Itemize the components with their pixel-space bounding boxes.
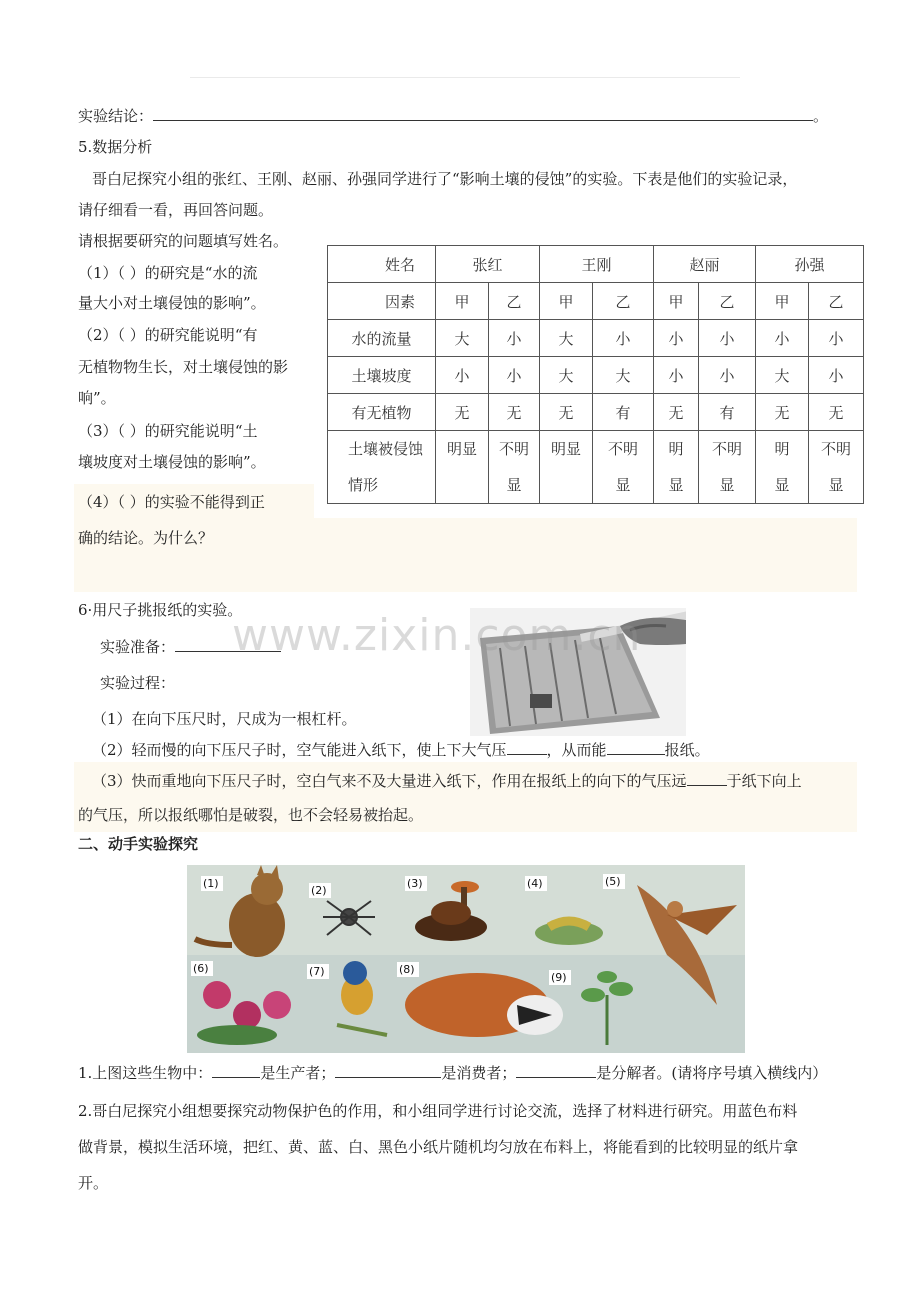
- header-rule: [190, 77, 740, 78]
- table-cell: [756, 431, 809, 504]
- table-cell: 大: [540, 357, 593, 394]
- table-cell: 无: [809, 394, 864, 431]
- table-cell: 小: [654, 357, 699, 394]
- table-cell: 无: [654, 394, 699, 431]
- group-cell: 乙: [593, 283, 654, 320]
- q5-sub1-line2: 量大小对土壤侵蚀的影响”。: [78, 294, 266, 312]
- cell-line: 不明: [821, 440, 852, 458]
- s2-q1: [78, 1061, 827, 1084]
- caterpillar-illustration: [535, 921, 603, 945]
- step2-text: （2）轻而慢的向下压尺子时，空气能进入纸下，使上下大气压: [92, 741, 507, 759]
- table-cell: [540, 431, 593, 504]
- step3-text: 于纸下向上: [726, 772, 802, 790]
- table-row: [328, 320, 864, 357]
- q5-sub2-line2: 无植物物生长，对土壤侵蚀的影: [78, 358, 289, 376]
- organism-number: (2): [311, 884, 327, 897]
- q5-sub3-line2: 壤坡度对土壤侵蚀的影响”。: [78, 453, 266, 471]
- table-cell: 大: [756, 357, 809, 394]
- q5-title: 5.数据分析: [78, 138, 153, 156]
- table-cell: 小: [756, 320, 809, 357]
- decomposer-blank[interactable]: [516, 1061, 596, 1078]
- cell-line: 明: [668, 440, 684, 458]
- organism-number: (3): [407, 877, 423, 890]
- q5-sub2-line3: 响”。: [78, 389, 116, 407]
- table-cell: 大: [540, 320, 593, 357]
- q1-text: 1.上图这些生物中：: [78, 1064, 213, 1082]
- cell-line: 明显: [446, 440, 477, 458]
- cell-line: 显: [506, 476, 522, 494]
- section2-title: 二、动手实验探究: [78, 835, 199, 853]
- organism-number: (1): [203, 877, 219, 890]
- cell-line: 显: [719, 476, 735, 494]
- cell-line: 明显: [551, 440, 582, 458]
- prep-label: 实验准备：: [100, 638, 176, 656]
- q5-sub1-line1: （1）（ ）的研究是“水的流: [78, 264, 258, 282]
- organism-number: (5): [605, 875, 621, 888]
- q6-step2: [92, 738, 710, 761]
- table-cell: 大: [593, 357, 654, 394]
- step2-text: 报纸。: [664, 741, 710, 759]
- q5-sub3-line1: （3）（ ）的研究能说明“土: [78, 422, 258, 440]
- name-cell: 赵丽: [654, 246, 756, 283]
- row-label: 有无植物: [328, 394, 436, 431]
- step2-blank-2[interactable]: [607, 738, 665, 755]
- organisms-image: [187, 865, 745, 1053]
- consumer-blank[interactable]: [335, 1061, 441, 1078]
- organism-number: (9): [551, 971, 567, 984]
- table-cell: 小: [489, 357, 540, 394]
- table-cell: [593, 431, 654, 504]
- row-label-line: 情形: [348, 476, 379, 494]
- producer-blank[interactable]: [212, 1061, 260, 1078]
- q5-intro-1: 哥白尼探究小组的张红、王刚、赵丽、孙强同学进行了“影响土壤的侵蚀”的实验。下表是他们的实验记录，: [92, 170, 798, 188]
- cell-line: 不明: [499, 440, 530, 458]
- step2-text: ，从而能: [546, 741, 607, 759]
- group-cell: 乙: [809, 283, 864, 320]
- table-cell: 小: [699, 320, 756, 357]
- row-label: 水的流量: [328, 320, 436, 357]
- factor-header: 因素: [328, 283, 436, 320]
- cell-line: 明: [774, 440, 790, 458]
- table-cell: 小: [699, 357, 756, 394]
- table-cell: [654, 431, 699, 504]
- step3-text: （3）快而重地向下压尺子时，空白气来不及大量进入纸下，作用在报纸上的向下的气压远: [92, 772, 687, 790]
- group-cell: 甲: [436, 283, 489, 320]
- table-cell: 小: [593, 320, 654, 357]
- table-cell: 无: [540, 394, 593, 431]
- table-cell: 无: [756, 394, 809, 431]
- organism-number: (6): [193, 962, 209, 975]
- cell-line: 不明: [608, 440, 639, 458]
- table-cell: 小: [809, 357, 864, 394]
- experiment-record-table: [327, 245, 864, 504]
- group-cell: 甲: [756, 283, 809, 320]
- conclusion-end: 。: [813, 107, 829, 125]
- table-cell: 小: [436, 357, 489, 394]
- table-cell: [699, 431, 756, 504]
- table-cell: [809, 431, 864, 504]
- table-cell: 小: [654, 320, 699, 357]
- name-cell: 王刚: [540, 246, 654, 283]
- conclusion-label: 实验结论：: [78, 107, 154, 125]
- q5-instruction: 请根据要研究的问题填写姓名。: [78, 232, 289, 250]
- organism-number: (7): [309, 965, 325, 978]
- q6-step3-line1: [92, 769, 802, 792]
- s2-q2-line3: 开。: [78, 1174, 109, 1192]
- cell-line: 显: [668, 476, 684, 494]
- cell-line: 显: [828, 476, 844, 494]
- table-cell: 有: [593, 394, 654, 431]
- conclusion-blank[interactable]: [153, 104, 813, 121]
- q6-title: 6·用尺子挑报纸的实验。: [78, 601, 243, 619]
- table-cell: 无: [489, 394, 540, 431]
- table-cell: 小: [489, 320, 540, 357]
- step3-blank[interactable]: [687, 769, 727, 786]
- s2-q2-line1: 2.哥白尼探究小组想要探究动物保护色的作用，和小组同学进行讨论交流，选择了材料进行研究。用蓝色布料: [78, 1102, 798, 1120]
- q6-step1: （1）在向下压尺时，尺成为一根杠杆。: [92, 710, 357, 728]
- table-cell: 小: [809, 320, 864, 357]
- table-cell: 大: [436, 320, 489, 357]
- cell-line: 不明: [712, 440, 743, 458]
- s2-q2-line2: 做背景，模拟生活环境，把红、黄、蓝、白、黑色小纸片随机均匀放在布料上，将能看到的比较明显的纸片拿: [78, 1138, 799, 1156]
- step2-blank-1[interactable]: [507, 738, 547, 755]
- table-cell: [436, 431, 489, 504]
- group-cell: 甲: [540, 283, 593, 320]
- q1-text: 是分解者。(请将序号填入横线内）: [596, 1064, 828, 1082]
- name-cell: 张红: [436, 246, 540, 283]
- q1-text: 是生产者；: [260, 1064, 336, 1082]
- table-cell: 有: [699, 394, 756, 431]
- table-row: [328, 394, 864, 431]
- cell-line: 显: [615, 476, 631, 494]
- watermark: www.zixin.com.cn: [232, 610, 642, 661]
- table-row-erosion: [328, 431, 864, 504]
- q6-process-label: 实验过程：: [100, 674, 176, 692]
- group-cell: 乙: [489, 283, 540, 320]
- organism-number: (4): [527, 877, 543, 890]
- q6-step3-line2: 的气压，所以报纸哪怕是破裂，也不会轻易被抬起。: [78, 806, 424, 824]
- q1-text: 是消费者；: [441, 1064, 517, 1082]
- row-label: [328, 431, 436, 504]
- row-label: 土壤坡度: [328, 357, 436, 394]
- table-cell: 无: [436, 394, 489, 431]
- cell-line: 显: [774, 476, 790, 494]
- name-cell: 孙强: [756, 246, 864, 283]
- table-row: [328, 357, 864, 394]
- name-header: 姓名: [328, 246, 436, 283]
- table-row-groups: [328, 283, 864, 320]
- q5-sub4-line2: 确的结论。为什么？: [78, 529, 214, 547]
- conclusion-line: [78, 104, 828, 127]
- table-row-names: [328, 246, 864, 283]
- group-cell: 甲: [654, 283, 699, 320]
- organism-number: (8): [399, 963, 415, 976]
- table-cell: [489, 431, 540, 504]
- q5-sub2-line1: （2）（ ）的研究能说明“有: [78, 326, 258, 344]
- q5-intro-2: 请仔细看一看，再回答问题。: [78, 201, 274, 219]
- group-cell: 乙: [699, 283, 756, 320]
- q5-sub4-line1: （4）（ ）的实验不能得到正: [78, 493, 265, 511]
- row-label-line: 土壤被侵蚀: [348, 440, 424, 458]
